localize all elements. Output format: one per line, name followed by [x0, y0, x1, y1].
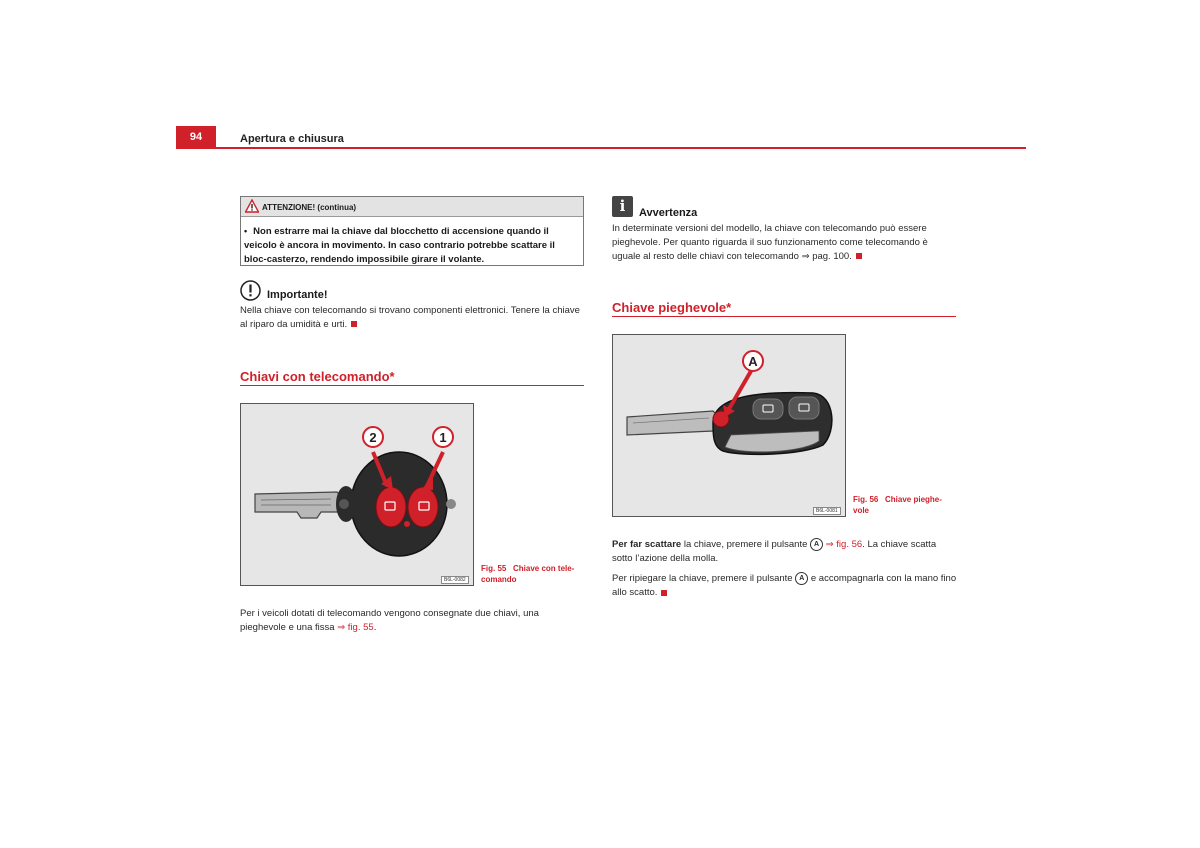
figure-link[interactable]: fig. 56 — [836, 539, 863, 551]
arrow-glyph: ⇒ — [823, 539, 837, 551]
chapter-title: Apertura e chiusura — [240, 133, 344, 145]
arrow-glyph: ⇒ — [801, 251, 810, 262]
info-icon: i — [612, 196, 633, 217]
figure-remote-key — [240, 403, 474, 586]
unfold-paragraph — [612, 538, 957, 566]
section-title-remote: Chiavi con telecomando* — [240, 369, 395, 384]
section-title-folding: Chiave pieghevole* — [612, 300, 732, 315]
figure-folding-key — [612, 334, 846, 517]
fold-text: Per ripiegare la chiave, premere il pulsante — [612, 573, 796, 585]
folding-key-illustration — [613, 335, 845, 516]
unfold-bold: Per far scattare — [612, 539, 682, 551]
paragraph-end: . — [373, 622, 377, 633]
end-marker — [661, 590, 667, 596]
button-a-badge: A — [795, 572, 808, 585]
bullet: • — [244, 226, 248, 236]
callout-1: 1 — [439, 430, 447, 445]
remote-paragraph — [240, 607, 585, 635]
note-title: Avvertenza — [639, 207, 698, 219]
exclamation-icon — [240, 280, 261, 301]
warning-text: Non estrarre mai la chiave dal blocchetto di accensione quando il veicolo è ancora in movimento. In caso contrario potrebbe scattare il bloc-casterzo, rendendo impossibile girare il volante. — [244, 226, 555, 265]
arrow-glyph: ⇒ — [337, 622, 346, 633]
caption-text: Chiave pieghe-vole — [853, 495, 942, 515]
note-paragraph — [612, 222, 957, 264]
figure-code: B6L-0082 — [441, 576, 469, 584]
paragraph-text: Per i veicoli dotati di telecomando vengono consegnate due chiavi, una pieghevole e una fissa — [240, 608, 539, 633]
figure-56-caption — [853, 494, 953, 516]
header-rule — [176, 147, 1026, 149]
figure-code: B6L-0081 — [813, 507, 841, 515]
caption-number: Fig. 56 — [853, 495, 879, 504]
warning-title: ATTENZIONE! (continua) — [262, 203, 357, 212]
important-title: Importante! — [267, 289, 328, 301]
fold-paragraph — [612, 572, 957, 600]
fold-text-end: e accompagnarla con la mano fino allo scatto. — [612, 573, 957, 599]
remote-key-illustration — [241, 404, 473, 585]
important-paragraph — [240, 304, 585, 332]
figure-link[interactable]: fig. 55 — [347, 622, 374, 633]
note-end: . — [849, 251, 852, 262]
end-marker — [351, 321, 357, 327]
button-a-badge: A — [810, 538, 823, 551]
page-link[interactable]: pag. 100 — [812, 251, 850, 262]
caption-number: Fig. 55 — [481, 564, 507, 573]
callout-2: 2 — [369, 430, 377, 445]
note-text: In determinate versioni del modello, la chiave con telecomando può essere pieghevole. Per quanto riguarda il suo funzionamento come telecomando è uguale al resto delle chiavi con telecomando — [612, 223, 928, 262]
page-number: 94 — [189, 131, 203, 143]
caption-text: Chiave con tele-comando — [481, 564, 575, 584]
callout-a: A — [748, 354, 758, 369]
section-rule — [612, 316, 956, 317]
unfold-text-end: . La chiave scatta sotto l’azione della molla. — [612, 539, 937, 565]
warning-triangle-icon — [245, 199, 259, 213]
end-marker — [856, 253, 862, 259]
warning-text-block — [244, 224, 578, 267]
important-text: Nella chiave con telecomando si trovano componenti elettronici. Tenere la chiave al riparo da umidità e urti. — [240, 305, 580, 330]
section-rule — [240, 385, 584, 386]
figure-55-caption — [481, 563, 581, 585]
unfold-text: la chiave, premere il pulsante — [681, 539, 811, 551]
